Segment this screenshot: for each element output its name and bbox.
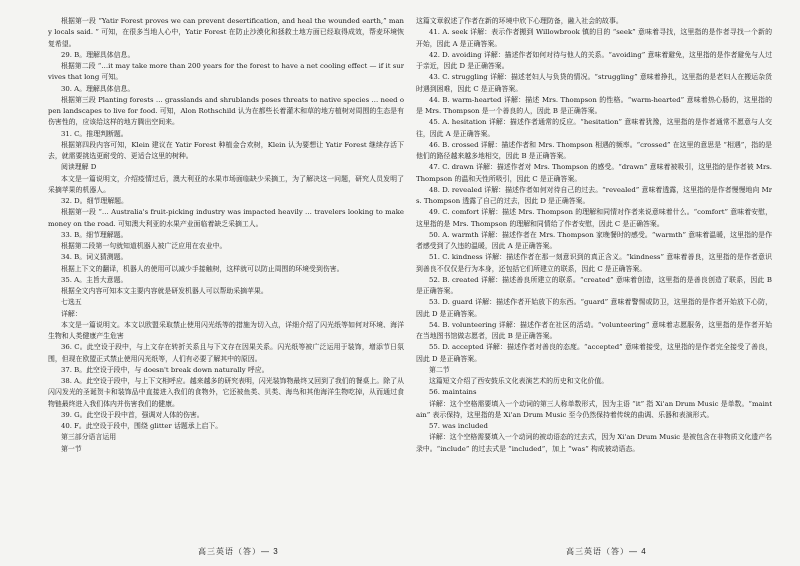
paragraph: 本文是一篇说明文。本文以欧盟采取禁止使用闪光纸等的措施为切入点，详细介绍了闪光纸等如何对环境、海洋生物和人类健康产生危害: [48, 320, 404, 340]
paragraph: 37. B。此空设于段中，与 doesn't break down naturally 呼应。: [61, 365, 269, 374]
paragraph: 30. A。理解具体信息。: [61, 84, 135, 93]
paragraph: 31. C。推理判断题。: [61, 129, 128, 138]
paragraph: 阅读理解 D: [61, 163, 97, 172]
paragraph: 第二节: [429, 365, 450, 374]
paragraph: 46. B. crossed 详解：描述作者和 Mrs. Thompson 相遇的频率。“crossed” 在这里的意思是 “相遇”，指的是他们的路径越来越多地相交，因此 B 是正确答案。: [416, 140, 772, 160]
paragraph: 本文是一篇说明文，介绍疫情过后，澳大利亚的水果市场面临缺少采摘工，为了解决这一问题，研究人员发明了采摘苹果的机器人。: [48, 174, 404, 194]
paragraph: 56. maintains: [429, 388, 477, 397]
paragraph: 52. B. created 详解：描述善良所建立的联系。“created” 意味着创造，这里指的是善良创造了联系，因此 B 是正确答案。: [416, 275, 772, 295]
paragraph: 第一节: [61, 444, 82, 453]
paragraph: 根据第四段内容可知，Klein 建议在 Yatir Forest 种植金合欢树，Klein 认为要想让 Yatir Forest 继续存活下去，就需要挑选更耐受的、更适合这里的树种。: [48, 140, 404, 160]
paragraph: 29. B。理解具体信息。: [61, 50, 135, 59]
paragraph: 53. D. guard 详解：描述作者开始放下的东西。“guard” 意味着警惕或防卫，这里指的是作者开始放下心防，因此 D 是正确答案。: [416, 298, 772, 318]
paragraph: 根据第一段 “Yatir Forest proves we can prevent desertification, and heal the wounded earth,” many locals said. ” 可知，在很多当地人心中，Yatir Forest 在防止沙漠化和拯救土地方面已经取得成效，帮麦环境恢复希望。: [48, 17, 404, 48]
paragraph: 48. D. revealed 详解：描述作者如何对待自己的过去。“revealed” 意味着透露，这里指的是作者慢慢地向 Mrs. Thompson 透露了自己的过去，因此 D 是正确答案。: [416, 185, 772, 205]
paragraph: 44. B. warm-hearted 详解：描述 Mrs. Thompson 的性格。“warm-hearted” 意味着热心肠的，这里指的是 Mrs. Thompson 是一个善良的人，因此 B 是正确答案。: [416, 95, 772, 115]
paragraph: 详解：这个空格需要填入一个动词的被动语态的过去式，因为 Xi'an Drum Music 是被包含在非物质文化遗产名录中。“include” 的过去式是 “included”，加上 “was” 构成被动语态。: [416, 433, 772, 453]
page-number-right: 高三英语（答）— 4: [566, 547, 647, 556]
paragraph: 33. B。细节理解题。: [61, 230, 128, 239]
paragraph: 43. C. struggling 详解：描述老妇人与负贷的情况。“struggling” 意味着挣扎，这里指的是老妇人在搬运杂货时遇到困难，因此 C 是正确答案。: [416, 73, 772, 93]
paragraph: 47. C. drawn 详解：描述作者对 Mrs. Thompson 的感受。“drawn” 意味着被吸引，这里指的是作者被 Mrs. Thompson 的温和天性所吸引，因此 C 是正确答案。: [416, 163, 772, 183]
paragraph: 根据上下文的翻译，机器人的使用可以减少手接触树，这样就可以防止周围的环境受到伤害。: [61, 264, 344, 273]
paragraph: 第三部分语言运用: [61, 433, 117, 442]
paragraph: 51. C. kindness 详解：描述作者在那一刻意识到的真正含义。“kindness” 意味着善良，这里指的是作者意识到善良不仅仅是行为本身，还包括它们所建立的联系，因此 C 是正确答案。: [416, 253, 772, 273]
paragraph: 根据全文内容可知本文主要内容就是研发机器人可以帮助采摘苹果。: [61, 287, 268, 295]
paragraph: 54. B. volunteering 详解：描述作者在社区的活动。“volunteering” 意味着志愿服务，这里指的是作者开始在当地图书馆做志愿者，因此 B 是正确答案。: [416, 320, 772, 340]
paragraph: 详解：: [61, 309, 82, 318]
paragraph: 根据第二段 “…it may take more than 200 years for the forest to have a net cooling effect — if it survives that long 可知。: [48, 62, 404, 82]
paragraph: 49. C. comfort 详解：描述 Mrs. Thompson 的理解和同情对作者来说意味着什么。“comfort” 意味着安慰，这里指的是 Mrs. Thompson 的理解和同情给了作者安慰，因此 C 是正确答案。: [416, 208, 772, 228]
paragraph: 41. A. seek 详解：表示作者搬到 Willowbrook 镇的目的 “seek” 意味着寻找，这里指的是作者寻找一个新的开始，因此 A 是正确答案。: [416, 28, 772, 48]
paragraph: 详解：这个空格需要填入一个动词的第三人称单数形式，因为主语 “it” 指 Xi'an Drum Music 是单数。“maintain” 表示保持，这里指的是 Xi'an Drum Music 至今仍然保持着传统的曲调、乐器和表演形式。: [416, 399, 772, 419]
paragraph: 50. A. warmth 详解：描述作者在 Mrs. Thompson 家晚餐时的感受。“warmth” 意味着温暖，这里指的是作者感受到了久违的温暖，因此 A 是正确答案。: [416, 230, 772, 250]
left-column: [48, 16, 404, 536]
paragraph: 根据第三段 Planting forests … grasslands and shrublands poses threats to native species … need open landscapes to live for food. 可知，Alon Rothschild 认为在都些长着灌木和草的地方植树对周围的生态是有伤害性的，应该给这样的地方腾出空间来。: [48, 95, 404, 127]
page-number-left: 高三英语（答）— 3: [198, 547, 279, 556]
paragraph: 38. A。此空设于段中，与上下文相呼应。越来越多的研究表明，闪光装饰物最终又回到了我们的餐桌上。除了从闪闪发光的圣诞贺卡和装饰品中直接进入我们的食物外，它还被鱼类、贝类、海鸟和其他海洋生物吃掉，从而通过食物链最终进入我们体内并伤害我们的健康。: [48, 377, 404, 408]
paragraph: 42. D. avoiding 详解：描述作者如何对待与他人的关系。“avoiding” 意味着避免，这里指的是作者避免与人过于亲近，因此 D 是正确答案。: [416, 50, 772, 70]
paragraph: 45. A. hesitation 详解：描述作者通常的反应。“hesitation” 意味着犹豫，这里指的是作者通常不愿意与人交往，因此 A 是正确答案。: [416, 118, 772, 138]
right-column: [416, 16, 772, 536]
paragraph: 40. F。此空设于段中，围绕 glitter 话题承上启下。: [61, 422, 223, 430]
paragraph: 这篇文章叙述了作者在新的环境中欣下心理防备，融入社会的故事。: [416, 17, 623, 25]
paragraph: 39. G。此空设于段中首，强调对人体的伤害。: [61, 410, 204, 419]
paragraph: 57. was included: [429, 422, 488, 430]
paragraph: 这篇短文介绍了西安鼓乐文化表演艺术的历史和文化价值。: [429, 377, 609, 385]
paragraph: 根据第一段 “… Australia's fruit-picking industry was impacted heavily … travelers looking to make money on the road. 可知澳大利亚的水果产业面临着缺乏采摘工人。: [48, 208, 404, 228]
paragraph: 34. B。词义猜测题。: [61, 253, 128, 262]
paragraph: 35. A。主旨大意题。: [61, 275, 128, 284]
paragraph: 七选五: [61, 298, 82, 307]
paragraph: 55. D. accepted 详解：描述作者对善良的态度。“accepted” 意味着接受，这里指的是作者完全接受了善良，因此 D 是正确答案。: [416, 343, 772, 363]
paragraph: 32. D。细节理解题。: [61, 197, 128, 205]
paragraph: 36. C。此空设于段中，与上文存在转折关系且与下文存在因果关系。闪光纸等被广泛运用于装饰，增添节日氛围，但现在欧盟正式禁止使用闪光纸等，人们有必要了解其中的原因。: [48, 343, 404, 363]
paragraph: 根据第二段第一句就知道机器人被广泛应用在农业中。: [61, 242, 227, 250]
